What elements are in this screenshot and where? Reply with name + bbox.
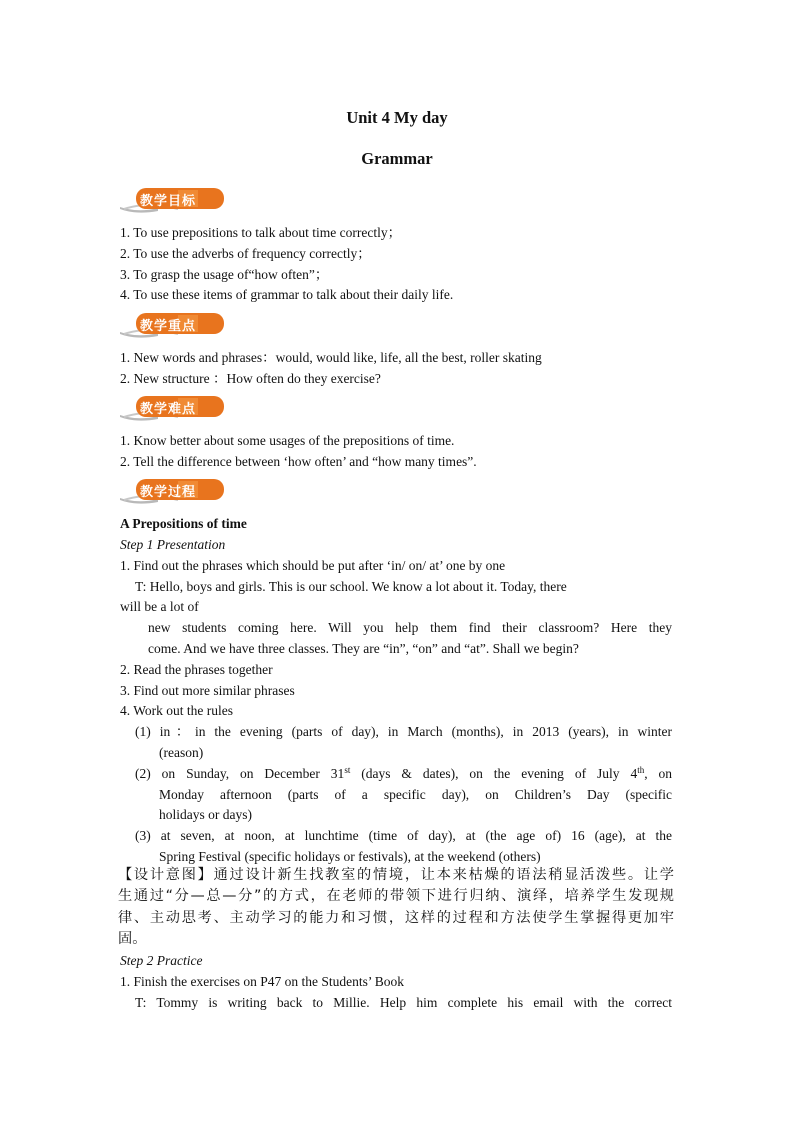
section-badge-process xyxy=(118,478,228,504)
rule-text: (days & dates), on the evening of July 4 xyxy=(350,766,638,781)
ordinal-suffix: th xyxy=(637,765,645,775)
section-heading-a: A Prepositions of time xyxy=(120,516,247,531)
rule-line: Monday afternoon (parts of a specific day), on Children’s Day (specific xyxy=(159,787,672,802)
objective-item: 1. To use prepositions to talk about time correctly； xyxy=(120,225,402,240)
rule-line: (3) at seven, at noon, at lunchtime (time of day), at (the age of) 16 (age), at the xyxy=(135,828,672,843)
difficulty-item: 2. Tell the difference between ‘how often’ and “how many times”. xyxy=(120,454,477,469)
key-point-item: 1. New words and phrases：would, would like, life, all the best, roller skating xyxy=(120,350,542,365)
rule-line: (reason) xyxy=(159,745,204,760)
rule-line: holidays or days) xyxy=(159,807,252,822)
paragraph-line: 4. Work out the rules xyxy=(120,703,234,718)
paragraph-line: come. And we have three classes. They are “in”, “on” and “at”. Shall we begin? xyxy=(148,641,579,656)
ordinal-suffix: st xyxy=(344,765,351,775)
paragraph-line: T: Hello, boys and girls. This is our school. We know a lot about it. Today, there xyxy=(135,579,567,594)
objective-item: 4. To use these items of grammar to talk about their daily life. xyxy=(120,287,454,302)
rule-line: (1) in：in the evening (parts of day), in March (months), in 2013 (years), in winter xyxy=(135,724,672,739)
rule-text: , on xyxy=(644,766,673,781)
paragraph-line: 2. Read the phrases together xyxy=(120,662,273,677)
section-badge-objectives xyxy=(118,187,228,213)
paragraph-line: 3. Find out more similar phrases xyxy=(120,683,295,698)
key-point-item: 2. New structure ：How often do they exercise? xyxy=(120,371,381,386)
design-intent-line: 【设计意图】通过设计新生找教室的情境，让本来枯燥的语法稍显活泼些。让学 xyxy=(118,867,674,883)
paragraph-line: new students coming here. Will you help them find their classroom? Here they xyxy=(148,620,672,635)
section-badge-label: 教学难点 xyxy=(140,402,197,417)
section-badge-label: 教学过程 xyxy=(140,485,197,500)
paragraph-line: 1. Finish the exercises on P47 on the Students’ Book xyxy=(120,974,404,989)
objective-item: 3. To grasp the usage of“how often”； xyxy=(120,267,329,282)
rule-text: (2) on Sunday, on December 31 xyxy=(135,766,345,781)
paragraph-line: will be a lot of xyxy=(120,599,199,614)
objective-item: 2. To use the adverbs of frequency correctly； xyxy=(120,246,371,261)
paragraph-line: 1. Find out the phrases which should be put after ‘in/ on/ at’ one by one xyxy=(120,558,506,573)
section-badge-key-points xyxy=(118,312,228,338)
difficulty-item: 1. Know better about some usages of the prepositions of time. xyxy=(120,433,455,448)
section-badge-difficulties xyxy=(118,395,228,421)
rule-line xyxy=(135,764,672,783)
rule-line: Spring Festival (specific holidays or festivals), at the weekend (others) xyxy=(159,849,541,864)
step-heading: Step 2 Practice xyxy=(120,953,203,968)
design-intent-line: 固。 xyxy=(118,931,147,947)
section-badge-label: 教学重点 xyxy=(140,319,197,334)
paragraph-line: T: Tommy is writing back to Millie. Help him complete his email with the correct xyxy=(135,995,672,1010)
step-heading: Step 1 Presentation xyxy=(120,537,226,552)
design-intent-line: 律、主动思考、主动学习的能力和习惯，这样的过程和方法使学生掌握得更加牢 xyxy=(118,910,674,926)
document-title: Unit 4 My day xyxy=(346,108,448,127)
section-badge-label: 教学目标 xyxy=(140,194,197,209)
document-subtitle: Grammar xyxy=(361,149,433,168)
design-intent-line: 生通过“分—总—分”的方式，在老师的带领下进行归纳、演绎，培养学生发现规 xyxy=(118,888,674,904)
